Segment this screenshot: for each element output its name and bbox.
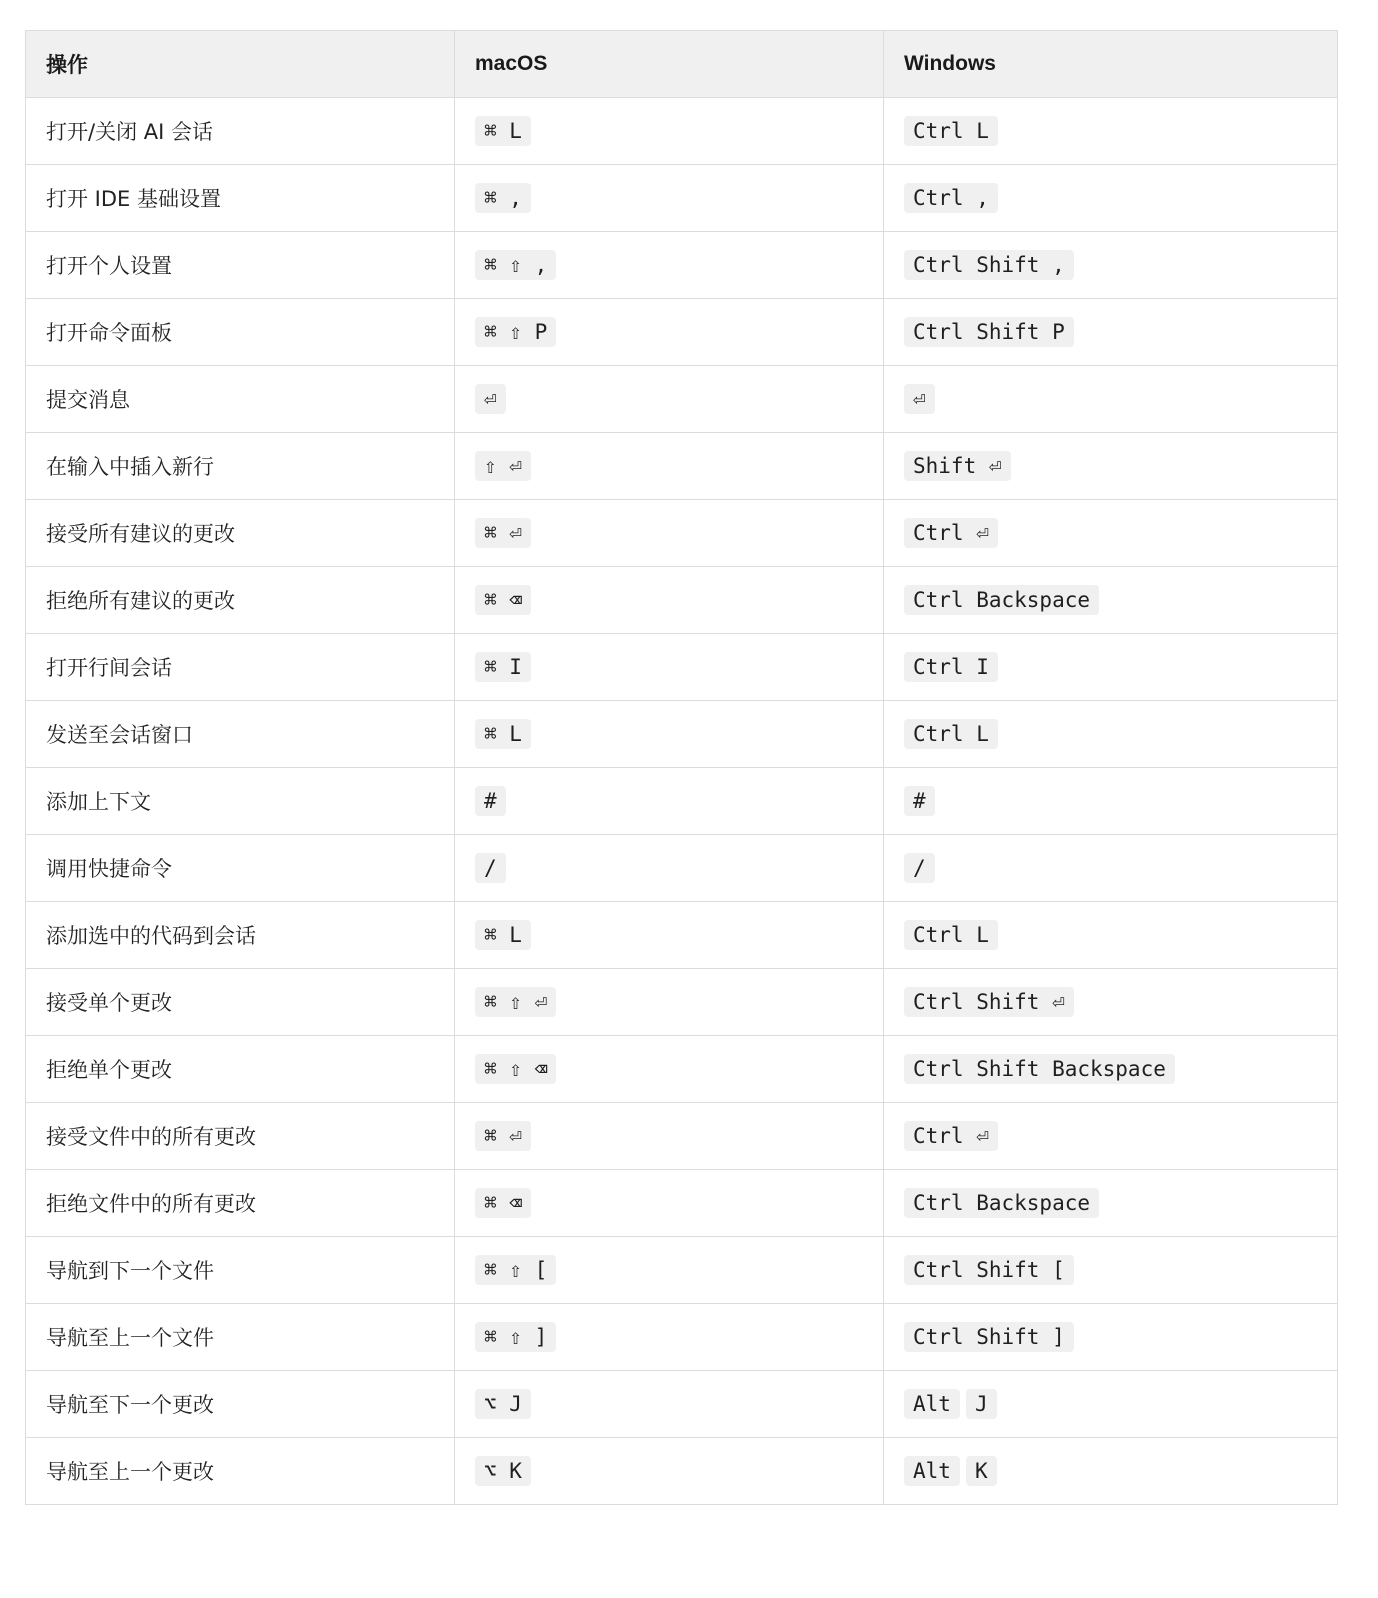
shortcut-table — [25, 30, 1338, 1505]
key-combo — [475, 1322, 556, 1352]
key-chip: ⌘ ⇧ ] — [475, 1322, 556, 1352]
action-cell: 导航至上一个更改 — [26, 1438, 455, 1505]
key-chip: Ctrl , — [904, 183, 998, 213]
table-row — [26, 835, 1338, 902]
windows-shortcut-cell — [884, 433, 1338, 500]
macos-shortcut-cell — [455, 969, 884, 1036]
macos-shortcut-cell — [455, 1304, 884, 1371]
action-cell: 打开 IDE 基础设置 — [26, 165, 455, 232]
macos-shortcut-cell — [455, 433, 884, 500]
action-cell: 拒绝文件中的所有更改 — [26, 1170, 455, 1237]
windows-shortcut-cell — [884, 768, 1338, 835]
key-combo — [475, 116, 531, 146]
key-combo — [475, 652, 531, 682]
action-cell: 导航至上一个文件 — [26, 1304, 455, 1371]
action-cell: 添加选中的代码到会话 — [26, 902, 455, 969]
key-combo — [475, 183, 531, 213]
macos-shortcut-cell — [455, 1036, 884, 1103]
header-action: 操作 — [26, 31, 455, 98]
macos-shortcut-cell — [455, 232, 884, 299]
macos-shortcut-cell — [455, 366, 884, 433]
macos-shortcut-cell — [455, 1371, 884, 1438]
key-chip: Alt — [904, 1389, 960, 1419]
table-row — [26, 98, 1338, 165]
windows-shortcut-cell — [884, 165, 1338, 232]
key-combo — [904, 1121, 998, 1151]
key-combo — [475, 1121, 531, 1151]
key-chip: ⌘ ⇧ P — [475, 317, 556, 347]
action-cell: 添加上下文 — [26, 768, 455, 835]
key-combo — [475, 987, 556, 1017]
action-cell: 接受所有建议的更改 — [26, 500, 455, 567]
windows-shortcut-cell — [884, 1237, 1338, 1304]
windows-shortcut-cell — [884, 701, 1338, 768]
table-row — [26, 232, 1338, 299]
table-row — [26, 366, 1338, 433]
table-row — [26, 902, 1338, 969]
table-row — [26, 165, 1338, 232]
key-chip: ⌘ ⇧ [ — [475, 1255, 556, 1285]
key-chip: ⌘ L — [475, 116, 531, 146]
key-chip: Ctrl Backspace — [904, 585, 1099, 615]
key-chip: Ctrl Shift P — [904, 317, 1074, 347]
windows-shortcut-cell — [884, 1304, 1338, 1371]
windows-shortcut-cell — [884, 98, 1338, 165]
key-combo — [475, 585, 531, 615]
key-combo — [904, 987, 1074, 1017]
key-chip: Ctrl L — [904, 116, 998, 146]
table-row — [26, 634, 1338, 701]
action-cell: 调用快捷命令 — [26, 835, 455, 902]
key-combo — [904, 384, 935, 414]
key-chip: K — [966, 1456, 997, 1486]
key-combo — [904, 719, 998, 749]
macos-shortcut-cell — [455, 902, 884, 969]
action-cell: 拒绝单个更改 — [26, 1036, 455, 1103]
key-combo — [904, 1322, 1074, 1352]
table-row — [26, 1438, 1338, 1505]
windows-shortcut-cell — [884, 835, 1338, 902]
key-chip: ⌘ ⇧ , — [475, 250, 556, 280]
key-combo — [475, 518, 531, 548]
key-combo — [904, 585, 1099, 615]
key-combo — [904, 250, 1074, 280]
table-row — [26, 433, 1338, 500]
key-combo — [475, 317, 556, 347]
key-combo — [904, 1456, 997, 1486]
key-chip: Ctrl Shift [ — [904, 1255, 1074, 1285]
windows-shortcut-cell — [884, 366, 1338, 433]
key-combo — [904, 853, 935, 883]
action-cell: 接受文件中的所有更改 — [26, 1103, 455, 1170]
windows-shortcut-cell — [884, 1103, 1338, 1170]
key-chip: ⌘ , — [475, 183, 531, 213]
action-cell: 打开行间会话 — [26, 634, 455, 701]
header-windows: Windows — [884, 31, 1338, 98]
table-row — [26, 567, 1338, 634]
key-chip: ⌘ L — [475, 920, 531, 950]
key-combo — [475, 384, 506, 414]
macos-shortcut-cell — [455, 835, 884, 902]
key-chip: Ctrl L — [904, 920, 998, 950]
key-combo — [475, 1188, 531, 1218]
macos-shortcut-cell — [455, 567, 884, 634]
action-cell: 打开个人设置 — [26, 232, 455, 299]
macos-shortcut-cell — [455, 701, 884, 768]
key-combo — [475, 250, 556, 280]
action-cell: 提交消息 — [26, 366, 455, 433]
action-cell: 打开/关闭 AI 会话 — [26, 98, 455, 165]
windows-shortcut-cell — [884, 232, 1338, 299]
table-row — [26, 701, 1338, 768]
key-combo — [475, 786, 506, 816]
action-cell: 导航到下一个文件 — [26, 1237, 455, 1304]
key-chip: Ctrl ⏎ — [904, 518, 998, 548]
key-combo — [475, 920, 531, 950]
macos-shortcut-cell — [455, 768, 884, 835]
key-chip: ⇧ ⏎ — [475, 451, 531, 481]
macos-shortcut-cell — [455, 165, 884, 232]
key-combo — [904, 920, 998, 950]
key-combo — [475, 719, 531, 749]
table-header-row — [26, 31, 1338, 98]
key-chip: Ctrl ⏎ — [904, 1121, 998, 1151]
windows-shortcut-cell — [884, 299, 1338, 366]
windows-shortcut-cell — [884, 567, 1338, 634]
key-chip: J — [966, 1389, 997, 1419]
table-row — [26, 1371, 1338, 1438]
key-chip: # — [475, 786, 506, 816]
action-cell: 打开命令面板 — [26, 299, 455, 366]
windows-shortcut-cell — [884, 969, 1338, 1036]
key-combo — [904, 183, 998, 213]
windows-shortcut-cell — [884, 1036, 1338, 1103]
windows-shortcut-cell — [884, 634, 1338, 701]
key-chip: # — [904, 786, 935, 816]
action-cell: 拒绝所有建议的更改 — [26, 567, 455, 634]
key-combo — [475, 1456, 531, 1486]
macos-shortcut-cell — [455, 634, 884, 701]
table-row — [26, 969, 1338, 1036]
key-combo — [904, 1389, 997, 1419]
key-combo — [904, 116, 998, 146]
key-chip: ⌘ I — [475, 652, 531, 682]
key-combo — [475, 853, 506, 883]
key-chip: ⌘ ⌫ — [475, 1188, 531, 1218]
key-combo — [904, 317, 1074, 347]
macos-shortcut-cell — [455, 1438, 884, 1505]
key-chip: ⌥ J — [475, 1389, 531, 1419]
key-combo — [904, 652, 998, 682]
key-chip: ⌘ ⏎ — [475, 518, 531, 548]
macos-shortcut-cell — [455, 1170, 884, 1237]
macos-shortcut-cell — [455, 1103, 884, 1170]
table-row — [26, 1036, 1338, 1103]
key-chip: Ctrl Shift ⏎ — [904, 987, 1074, 1017]
key-chip: ⌘ ⇧ ⏎ — [475, 987, 556, 1017]
key-chip: ⌘ ⌫ — [475, 585, 531, 615]
table-row — [26, 1304, 1338, 1371]
table-row — [26, 299, 1338, 366]
shortcut-table-container — [25, 30, 1337, 1505]
key-chip: / — [904, 853, 935, 883]
key-chip: Ctrl Shift , — [904, 250, 1074, 280]
table-row — [26, 1103, 1338, 1170]
table-row — [26, 500, 1338, 567]
header-macos: macOS — [455, 31, 884, 98]
key-chip: Ctrl Backspace — [904, 1188, 1099, 1218]
key-chip: Ctrl L — [904, 719, 998, 749]
key-combo — [475, 1255, 556, 1285]
key-chip: ⏎ — [904, 384, 935, 414]
windows-shortcut-cell — [884, 1371, 1338, 1438]
key-chip: Ctrl Shift ] — [904, 1322, 1074, 1352]
key-combo — [475, 1389, 531, 1419]
key-combo — [904, 1054, 1175, 1084]
key-combo — [904, 451, 1011, 481]
table-row — [26, 1170, 1338, 1237]
windows-shortcut-cell — [884, 1170, 1338, 1237]
key-chip: Alt — [904, 1456, 960, 1486]
key-combo — [904, 786, 935, 816]
key-chip: / — [475, 853, 506, 883]
macos-shortcut-cell — [455, 1237, 884, 1304]
key-combo — [475, 451, 531, 481]
key-chip: ⌘ ⏎ — [475, 1121, 531, 1151]
windows-shortcut-cell — [884, 902, 1338, 969]
key-combo — [904, 1188, 1099, 1218]
key-chip: ⏎ — [475, 384, 506, 414]
table-body — [26, 98, 1338, 1505]
key-chip: Shift ⏎ — [904, 451, 1011, 481]
macos-shortcut-cell — [455, 98, 884, 165]
windows-shortcut-cell — [884, 1438, 1338, 1505]
action-cell: 接受单个更改 — [26, 969, 455, 1036]
macos-shortcut-cell — [455, 500, 884, 567]
key-chip: ⌥ K — [475, 1456, 531, 1486]
macos-shortcut-cell — [455, 299, 884, 366]
action-cell: 在输入中插入新行 — [26, 433, 455, 500]
action-cell: 导航至下一个更改 — [26, 1371, 455, 1438]
table-row — [26, 1237, 1338, 1304]
key-combo — [904, 1255, 1074, 1285]
key-chip: ⌘ L — [475, 719, 531, 749]
action-cell: 发送至会话窗口 — [26, 701, 455, 768]
table-row — [26, 768, 1338, 835]
key-chip: Ctrl I — [904, 652, 998, 682]
windows-shortcut-cell — [884, 500, 1338, 567]
key-chip: Ctrl Shift Backspace — [904, 1054, 1175, 1084]
key-chip: ⌘ ⇧ ⌫ — [475, 1054, 556, 1084]
key-combo — [904, 518, 998, 548]
key-combo — [475, 1054, 556, 1084]
